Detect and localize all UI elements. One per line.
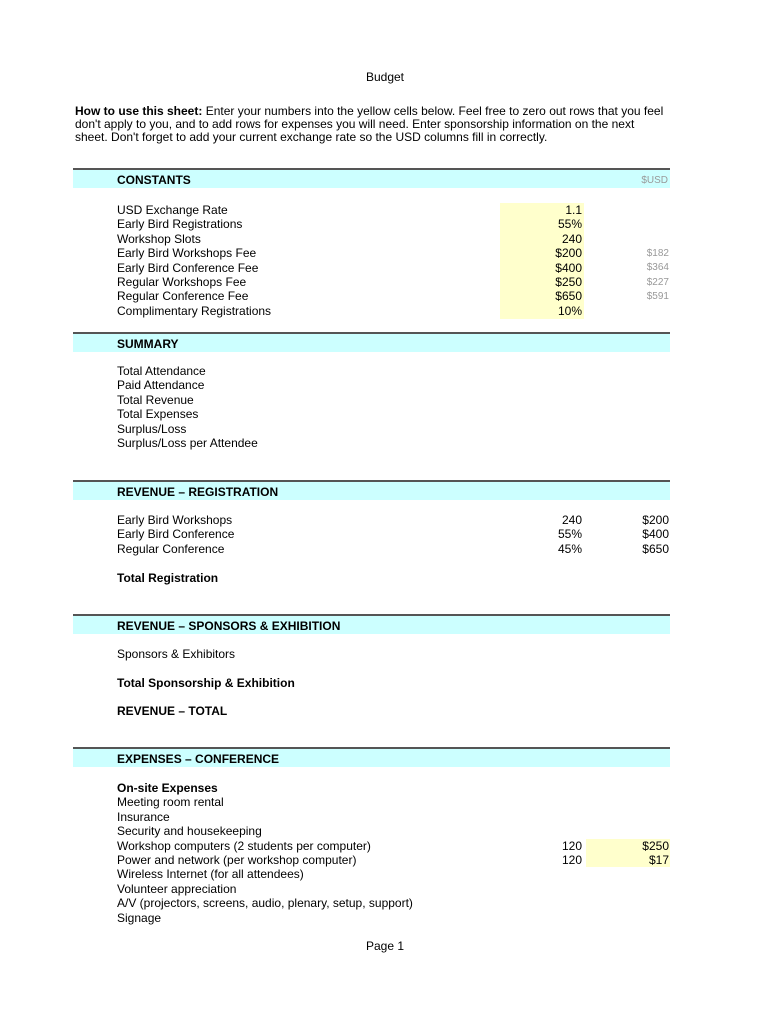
constant-label: Complimentary Registrations xyxy=(117,303,272,318)
usd-value: $364 xyxy=(646,262,669,274)
usd-column-label: $USD xyxy=(641,175,668,186)
constant-label: Early Bird Workshops Fee xyxy=(117,246,257,261)
constant-value-cell[interactable]: 1.1 xyxy=(565,203,582,217)
summary-label: Surplus/Loss per Attendee xyxy=(117,436,258,450)
usd-value: $227 xyxy=(646,276,669,288)
constant-value-cell[interactable]: $200 xyxy=(555,246,582,261)
constants-header: CONSTANTS xyxy=(117,173,191,187)
constant-label: Regular Conference Fee xyxy=(117,289,249,304)
total-registration-label: Total Registration xyxy=(117,570,219,585)
total-sponsorship-label: Total Sponsorship & Exhibition xyxy=(117,675,295,690)
expense-label: Volunteer appreciation xyxy=(117,881,237,896)
registration-label: Early Bird Workshops xyxy=(117,513,233,527)
expense-label: A/V (projectors, screens, audio, plenary, setup, support) xyxy=(117,896,413,911)
expenses-conference-header: EXPENSES – CONFERENCE xyxy=(117,752,280,766)
summary-header-band xyxy=(73,332,670,352)
constant-value-cell[interactable]: $650 xyxy=(555,289,582,304)
summary-label: Total Expenses xyxy=(117,407,199,422)
summary-label: Total Attendance xyxy=(117,364,206,378)
revenue-registration-header: REVENUE – REGISTRATION xyxy=(117,485,279,499)
summary-label: Paid Attendance xyxy=(117,378,205,393)
registration-label: Regular Conference xyxy=(117,541,225,556)
usd-value: $591 xyxy=(646,291,669,303)
registration-qty: 55% xyxy=(557,527,582,542)
expense-label: Meeting room rental xyxy=(117,795,224,810)
constant-value-cell[interactable]: 55% xyxy=(557,217,582,232)
constant-value-cell[interactable]: $400 xyxy=(555,260,582,275)
usd-value: $182 xyxy=(646,248,669,259)
summary-label: Total Revenue xyxy=(117,392,194,407)
registration-qty: 45% xyxy=(557,541,582,556)
constant-value-cell[interactable]: 240 xyxy=(561,231,582,246)
expense-price-cell[interactable]: $250 xyxy=(642,838,669,853)
sponsors-label: Sponsors & Exhibitors xyxy=(117,647,236,661)
page-number: Page 1 xyxy=(365,939,405,953)
registration-price: $400 xyxy=(642,527,669,542)
summary-label: Surplus/Loss xyxy=(117,421,187,436)
expense-price-cell[interactable]: $17 xyxy=(648,853,669,867)
revenue-sponsors-header-band xyxy=(73,614,670,634)
summary-header: SUMMARY xyxy=(117,337,179,351)
expense-label: Security and housekeeping xyxy=(117,824,262,839)
instructions-lead: How to use this sheet: xyxy=(75,104,203,118)
registration-price: $650 xyxy=(642,541,669,556)
constant-label: USD Exchange Rate xyxy=(117,203,228,217)
constant-label: Early Bird Registrations xyxy=(117,217,243,232)
expense-label: Power and network (per workshop computer) xyxy=(117,853,357,867)
registration-price: $200 xyxy=(642,513,669,527)
expense-label: Wireless Internet (for all attendees) xyxy=(117,867,304,882)
constant-label: Early Bird Conference Fee xyxy=(117,260,259,275)
constant-value-cell[interactable]: $250 xyxy=(555,275,582,289)
revenue-registration-header-band xyxy=(73,480,670,500)
constant-label: Workshop Slots xyxy=(117,231,201,246)
expenses-conference-header-band xyxy=(73,747,670,767)
registration-label: Early Bird Conference xyxy=(117,527,235,542)
constants-header-band xyxy=(73,168,670,188)
revenue-sponsors-header: REVENUE – SPONSORS & EXHIBITION xyxy=(117,619,341,633)
page-title: Budget xyxy=(365,70,405,84)
expense-label: Insurance xyxy=(117,809,170,824)
expense-label: Workshop computers (2 students per computer) xyxy=(117,838,371,853)
constant-value-cell[interactable]: 10% xyxy=(557,303,582,318)
registration-qty: 240 xyxy=(561,513,582,527)
expense-label: Signage xyxy=(117,910,162,925)
onsite-expenses-subheader: On-site Expenses xyxy=(117,781,218,795)
instructions-text: Enter your numbers into the yellow cells below. Feel free to zero out rows that you feel don't apply to you, and to add rows for expenses you will need. Enter sponsorship information on the next sheet. Don't forget to add your current exchange rate so the USD columns fill in correctly. xyxy=(75,104,664,144)
expense-qty: 120 xyxy=(561,853,582,867)
constant-label: Regular Workshops Fee xyxy=(117,275,247,289)
instructions xyxy=(75,105,670,144)
revenue-total-label: REVENUE – TOTAL xyxy=(117,704,228,718)
expense-qty: 120 xyxy=(561,838,582,853)
